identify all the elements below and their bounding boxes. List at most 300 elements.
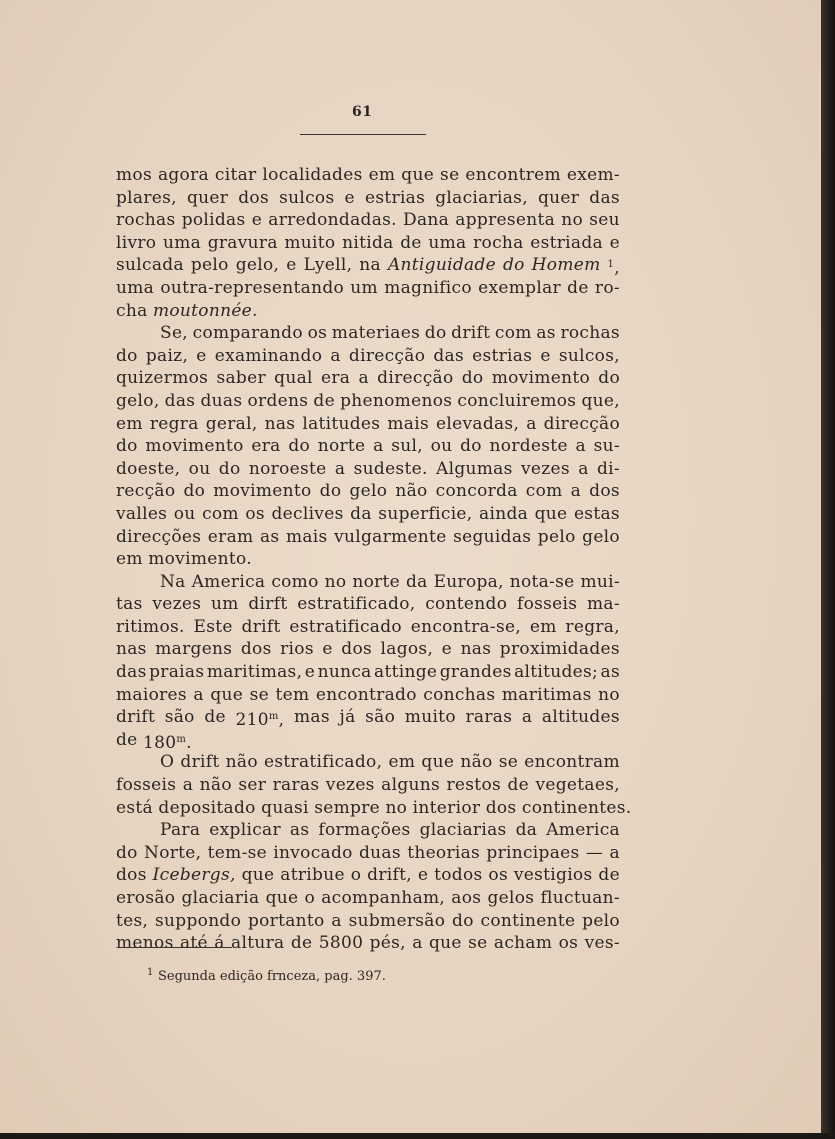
word: nunca [317, 662, 372, 683]
word: raras [465, 707, 513, 728]
word: a [358, 368, 369, 389]
word: quizermos [116, 368, 209, 389]
word: margens [155, 639, 233, 660]
word: dos [240, 639, 272, 660]
word: ro- [594, 277, 620, 298]
word: dos [116, 865, 147, 886]
word: muito [284, 232, 336, 253]
footnote-text: Segunda edição frnceza, pag. 397. [158, 969, 386, 984]
word: vezes [520, 458, 570, 479]
word: sulcos, [558, 345, 620, 366]
word: e [196, 345, 207, 366]
word: pelo [190, 255, 229, 276]
word: dos [238, 187, 269, 208]
word: ritimos. [116, 616, 185, 637]
word: com [525, 481, 563, 502]
word: exemplar [478, 277, 561, 298]
word: da [350, 503, 372, 524]
word: pelo [537, 526, 576, 547]
word: uma [116, 277, 155, 298]
word: são [164, 707, 195, 728]
word: do [116, 345, 138, 366]
word: dirft [248, 594, 288, 615]
word: e [441, 639, 453, 660]
word: gelo, [235, 255, 280, 276]
word: encontrado [315, 684, 417, 705]
word: mos [116, 165, 152, 185]
word: concluiremos [457, 390, 577, 411]
text-line [116, 164, 620, 187]
text-line [116, 413, 620, 436]
word: Antiguidade [387, 255, 496, 276]
word: os [558, 933, 579, 954]
word: sudeste. [353, 458, 428, 479]
word: não [225, 752, 258, 773]
word: já [339, 707, 356, 728]
word: drift [241, 616, 281, 637]
word: estrias [472, 345, 533, 366]
word: um [350, 277, 378, 298]
footnote-mark: 1 [147, 967, 154, 978]
word: no [598, 684, 620, 705]
word: mui- [580, 571, 620, 592]
word: as [600, 662, 620, 683]
word: não [395, 481, 428, 502]
word: erosão [116, 888, 176, 908]
word: que [210, 684, 244, 705]
header-rule [300, 134, 426, 135]
text-line [116, 887, 620, 910]
text-line [116, 842, 620, 865]
text-line [116, 345, 620, 368]
word: muito [404, 707, 456, 728]
word: mais [285, 526, 328, 547]
word: o [304, 888, 316, 908]
word: fosseis [116, 775, 177, 796]
word: drift [451, 323, 491, 344]
word: gravura [207, 232, 278, 253]
word: no [324, 571, 347, 592]
word: — [585, 842, 604, 863]
word: suppondo [155, 910, 242, 931]
word: do [288, 436, 311, 457]
word: vulgarmente [334, 526, 447, 547]
word: grandes [439, 662, 512, 683]
word: contendo [425, 594, 508, 615]
word: de [204, 707, 226, 728]
word: se [440, 165, 460, 185]
word: Dana [403, 210, 450, 231]
word: attinge [374, 662, 438, 683]
body-text [116, 164, 632, 955]
word: não [460, 752, 493, 773]
word: alguns [381, 775, 441, 796]
word: glaciaria [181, 888, 260, 908]
word: se [468, 933, 488, 954]
word: movimento [491, 368, 591, 389]
word: latitudes [302, 413, 381, 434]
word: do [183, 481, 206, 502]
word: portanto [247, 910, 325, 931]
footnote-rule [120, 947, 232, 948]
word: Se, [160, 323, 189, 344]
word: do [460, 436, 482, 457]
word: agora [157, 165, 209, 185]
text-line [116, 300, 620, 323]
word: do [461, 368, 484, 389]
word: do [116, 436, 138, 457]
word: se [498, 752, 519, 773]
word: as [536, 323, 556, 344]
word: fluctuan- [540, 888, 620, 908]
word: fosseis [516, 594, 578, 615]
word: estas [573, 503, 620, 524]
word: tem [275, 684, 310, 705]
word: Europa, [433, 571, 504, 592]
word: todos [434, 865, 483, 886]
word: tem-se [207, 842, 267, 863]
word: estratificado, [297, 594, 416, 615]
word: principaes [486, 842, 580, 863]
word: su- [593, 436, 620, 457]
word: citar [214, 165, 257, 185]
word: Lyell, [303, 255, 353, 276]
word: e [304, 662, 316, 683]
word: da [515, 820, 538, 841]
word: praias [149, 662, 205, 683]
word: a [331, 910, 342, 931]
word: movimento. [148, 549, 252, 570]
text-line [116, 571, 620, 594]
word: se [249, 684, 269, 705]
word: a [193, 684, 204, 705]
word: glaciarias, [435, 187, 528, 208]
text-line [116, 616, 620, 639]
word: são [365, 707, 396, 728]
text-line [116, 209, 620, 232]
word: depositado [158, 797, 256, 818]
word: regra, [565, 616, 620, 637]
word: paiz, [145, 345, 189, 366]
word: seguidas [453, 526, 532, 547]
word: direcção [377, 368, 454, 389]
text-line [116, 480, 620, 503]
word: seu [589, 210, 620, 231]
word: di- [597, 458, 620, 479]
word: explicar [209, 820, 281, 841]
word: do [424, 323, 447, 344]
word: eram [207, 526, 254, 547]
word: a [609, 842, 620, 863]
word: que, [581, 390, 620, 411]
word: O [160, 752, 175, 773]
word: a [521, 707, 533, 728]
word: que [241, 865, 275, 886]
word: 180$^m$. [142, 732, 192, 753]
word: como [271, 571, 319, 592]
page-bottom-edge [0, 1133, 835, 1139]
word: em [116, 413, 143, 434]
word: aos [451, 888, 482, 908]
word: rochas [116, 210, 176, 231]
word: com [202, 503, 239, 524]
word: interior [412, 797, 481, 818]
word: em [388, 752, 416, 773]
word: a [412, 933, 423, 954]
word: das [116, 662, 147, 683]
word: duas [200, 390, 243, 411]
word: na [359, 255, 381, 276]
text-line [116, 797, 632, 820]
word: ma- [587, 594, 620, 615]
text-line [116, 187, 620, 210]
word: estriada [530, 232, 603, 253]
word: estratificado [289, 616, 402, 637]
word: nitida [342, 232, 394, 253]
word: ves- [584, 933, 620, 954]
word: vezes [152, 594, 202, 615]
word: Para [160, 820, 201, 841]
word: exem- [566, 165, 620, 185]
word: direcções [116, 526, 202, 547]
text-line [116, 458, 620, 481]
word: encontram [524, 752, 620, 773]
word: appresenta [455, 210, 556, 231]
word: moutonnée. [152, 300, 258, 321]
word: phenomenos [340, 390, 453, 411]
text-line [116, 526, 620, 549]
word: do [452, 910, 474, 931]
text-line [116, 548, 620, 571]
word: rios [280, 639, 314, 660]
word: altura [231, 933, 285, 954]
word: encontra-se, [410, 616, 522, 637]
word: mais [387, 413, 429, 434]
word: materiaes [331, 323, 421, 344]
word: era [321, 368, 351, 389]
word: as [289, 820, 310, 841]
word: ou [173, 503, 196, 524]
word: nota-se [509, 571, 575, 592]
word: rochas [560, 323, 620, 344]
word: a [182, 775, 194, 796]
word: acham [493, 933, 553, 954]
word: quer [537, 187, 580, 208]
word: maritimas [501, 684, 592, 705]
word: direcção [543, 413, 620, 434]
word: a [330, 345, 341, 366]
word: o [350, 865, 362, 886]
word: e [286, 255, 297, 276]
word: e [540, 345, 551, 366]
word: no [561, 210, 584, 231]
word: de [290, 933, 313, 954]
word: cha [116, 300, 148, 321]
word: proximidades [499, 639, 620, 660]
text-line [116, 910, 620, 933]
word: ser [238, 775, 267, 796]
word: era [251, 436, 281, 457]
word: a [570, 481, 582, 502]
text-line [116, 684, 620, 707]
text-line [116, 593, 620, 616]
text-line [116, 322, 620, 345]
word: polidas [181, 210, 246, 231]
word: os [307, 323, 328, 344]
word: vestigios [513, 865, 593, 886]
word: 210$^m$, [235, 710, 285, 731]
word: acompanham, [321, 888, 446, 908]
word: da [405, 571, 428, 592]
word: tas [116, 594, 143, 615]
word: Algumas [436, 458, 513, 479]
word: nas [116, 639, 147, 660]
word: uma [162, 232, 202, 253]
word: ordens [247, 390, 309, 411]
word: gelo [582, 526, 620, 547]
text-line [116, 864, 620, 887]
word: declives [271, 503, 344, 524]
word: sulcada [116, 255, 184, 276]
word: Na [160, 571, 186, 592]
text-line [116, 435, 620, 458]
word: saber [216, 368, 266, 389]
word: altitudes [541, 707, 620, 728]
word: America [191, 571, 266, 592]
word: do [218, 458, 241, 479]
word: tes, [116, 910, 149, 931]
word: 5800 [318, 933, 364, 954]
word: drift [180, 752, 220, 773]
word: norte [352, 571, 401, 592]
text-line [116, 774, 620, 797]
word: com [494, 323, 532, 344]
word: em [116, 549, 143, 570]
text-line [116, 254, 620, 277]
word: continente [480, 910, 576, 931]
word: examinando [214, 345, 323, 366]
word: em [368, 165, 396, 185]
word: estrias [365, 187, 426, 208]
word: sul, [391, 436, 423, 457]
word: movimento [213, 481, 312, 502]
text-line [116, 706, 620, 729]
word: de [116, 729, 138, 750]
word: vezes [325, 775, 375, 796]
word: que [534, 503, 568, 524]
word: a [373, 436, 384, 457]
text-line [116, 638, 620, 661]
word: até [179, 933, 208, 954]
word: de [400, 232, 422, 253]
word: a [526, 413, 537, 434]
word: não [199, 775, 232, 796]
word: geral, [205, 413, 258, 434]
word: de [313, 390, 335, 411]
word: menos [116, 933, 174, 954]
word: theorias [407, 842, 481, 863]
word: invocado [273, 842, 353, 863]
word: e [344, 187, 355, 208]
word: direcção [348, 345, 426, 366]
word: altitudes; [514, 662, 599, 683]
word: e [322, 639, 333, 660]
word: e [251, 210, 263, 231]
word: lagos, [380, 639, 434, 660]
word: drift [116, 707, 156, 728]
text-line [116, 729, 620, 752]
word: do [598, 368, 620, 389]
word: noroeste [248, 458, 327, 479]
word: os [245, 503, 265, 524]
word: comparando [192, 323, 303, 344]
word: e [609, 232, 620, 253]
word: concorda [435, 481, 518, 502]
word: das [164, 390, 196, 411]
word: do [116, 842, 138, 863]
word: Icebergs, [152, 865, 236, 886]
word: submersão [348, 910, 446, 931]
word: das [433, 345, 464, 366]
word: atribue [280, 865, 345, 886]
word: e [417, 865, 429, 886]
text-line [116, 232, 620, 255]
word: está [116, 797, 153, 818]
word: a [575, 436, 586, 457]
text-line [116, 277, 620, 300]
word: doeste, [116, 458, 181, 479]
word: valles [116, 503, 168, 524]
word: das [589, 187, 620, 208]
word: maiores [116, 684, 187, 705]
word: as [259, 526, 280, 547]
word: movimento [145, 436, 244, 457]
word: magnifico [384, 277, 472, 298]
word: dos [341, 639, 373, 660]
word: formações [318, 820, 411, 841]
word: Este [193, 616, 233, 637]
word: no [385, 797, 408, 818]
word: sempre [314, 797, 380, 818]
word: duas [359, 842, 401, 863]
word: dos [589, 481, 620, 502]
word: que [429, 933, 462, 954]
word: de [598, 865, 620, 886]
word: quasi [261, 797, 309, 818]
word: maritimas, [206, 662, 303, 683]
word: que [421, 752, 455, 773]
word: a [334, 458, 346, 479]
word: gelo [349, 481, 388, 502]
word: pelo [582, 910, 620, 931]
page-edge-shadow [821, 0, 835, 1139]
word: uma [428, 232, 467, 253]
word: á [214, 933, 225, 954]
word: localidades [262, 165, 363, 185]
word: que [265, 888, 299, 908]
text-line [116, 390, 620, 413]
word: outra-representando [160, 277, 345, 298]
word: gelo, [116, 390, 160, 411]
word: de [507, 775, 530, 796]
word: Norte, [144, 842, 202, 863]
word: mas [294, 707, 330, 728]
word: de [567, 277, 589, 298]
word: sulcos [279, 187, 335, 208]
word: livro [116, 232, 157, 253]
word: pés, [369, 933, 406, 954]
word: plares, [116, 187, 177, 208]
